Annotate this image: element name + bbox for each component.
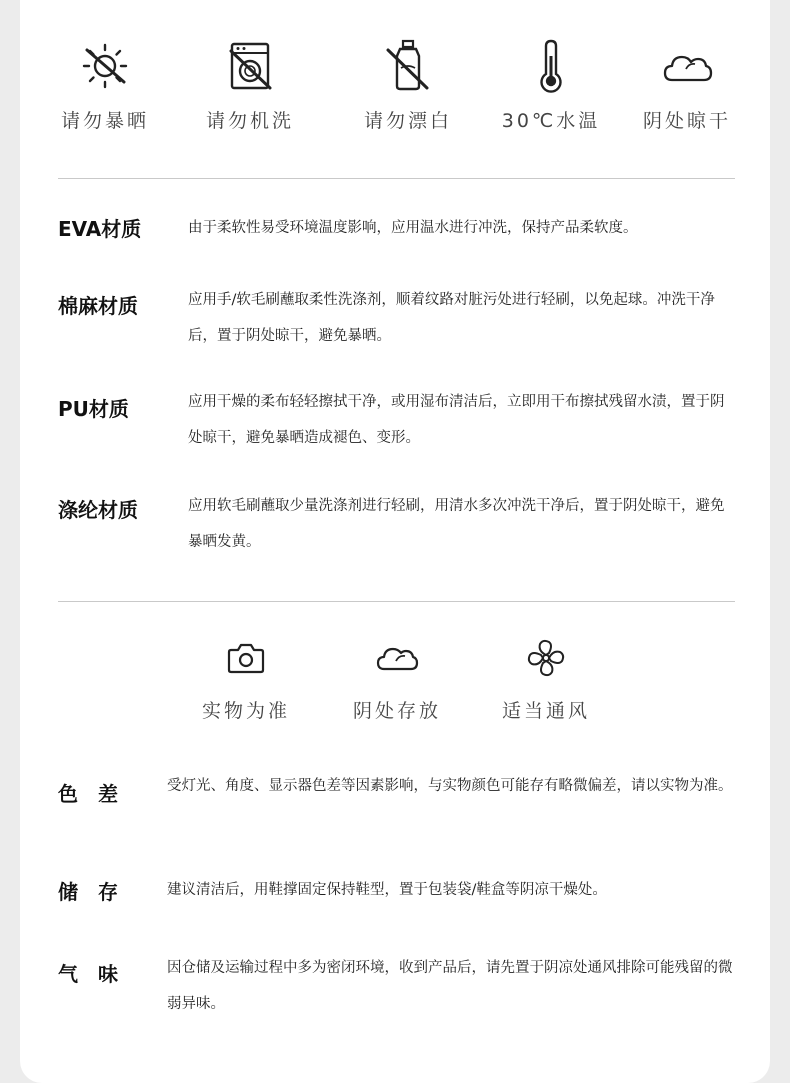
care-label-no-bleach: 请勿漂白 (363, 110, 452, 132)
note-title: 色差 (58, 782, 138, 806)
divider-middle (58, 601, 735, 602)
material-title: 棉麻材质 (58, 294, 138, 318)
thermometer-icon (524, 36, 578, 96)
care-item-no-machine-wash (175, 36, 325, 133)
camera-icon (224, 636, 268, 680)
no-bleach-icon (381, 36, 435, 96)
cloud-icon (660, 36, 714, 96)
cloud-icon (375, 636, 419, 680)
note-title: 气味 (58, 962, 138, 986)
tip-icons-row (0, 636, 790, 736)
care-item-no-sun (30, 36, 180, 133)
care-icons-row (0, 36, 790, 146)
care-label-no-machine-wash: 请勿机洗 (205, 110, 294, 132)
care-label-no-sun: 请勿暴晒 (60, 110, 149, 132)
no-machine-wash-icon (223, 36, 277, 96)
care-label-water-temp: 30℃水温 (501, 110, 601, 132)
note-desc: 受灯光、角度、显示器色差等因素影响，与实物颜色可能存有略微偏差，请以实物为准。 (167, 778, 733, 794)
tip-label-ventilation: 适当通风 (501, 700, 590, 722)
material-title: EVA材质 (58, 217, 142, 241)
tip-item-shade-storage (327, 636, 467, 723)
care-label-shade-dry: 阴处晾干 (642, 110, 731, 132)
tip-item-ventilation (476, 636, 616, 723)
tip-item-actual-product (176, 636, 316, 723)
material-desc: 应用软毛刷蘸取少量洗涤剂进行轻刷，用清水多次冲洗干净后，置于阴处晾干，避免暴晒发黄。 (188, 498, 725, 550)
note-desc: 建议清洁后，用鞋撑固定保持鞋型，置于包装袋/鞋盒等阴凉干燥处。 (167, 882, 607, 898)
fan-icon (524, 636, 568, 680)
material-title: 涤纶材质 (58, 498, 138, 522)
material-title: PU材质 (58, 397, 129, 421)
material-desc: 应用手/软毛刷蘸取柔性洗涤剂，顺着纹路对脏污处进行轻刷，以免起球。冲洗干净后，置于阴处晾干，避免暴晒。 (188, 292, 715, 344)
divider-top (58, 178, 735, 179)
material-desc: 应用干燥的柔布轻轻擦拭干净，或用湿布清洁后，立即用干布擦拭残留水渍，置于阴处晾干，避免暴晒造成褪色、变形。 (188, 394, 725, 446)
note-title: 储存 (58, 880, 138, 904)
tip-label-shade-storage: 阴处存放 (352, 700, 441, 722)
material-desc: 由于柔软性易受环境温度影响，应用温水进行冲洗，保持产品柔软度。 (188, 220, 638, 236)
care-item-shade-dry (612, 36, 762, 133)
care-item-water-temp (476, 36, 626, 133)
tip-label-actual-product: 实物为准 (201, 700, 290, 722)
care-item-no-bleach (333, 36, 483, 133)
note-desc: 因仓储及运输过程中多为密闭环境，收到产品后，请先置于阴凉处通风排除可能残留的微弱异味。 (167, 960, 733, 1012)
no-sun-icon (78, 36, 132, 96)
